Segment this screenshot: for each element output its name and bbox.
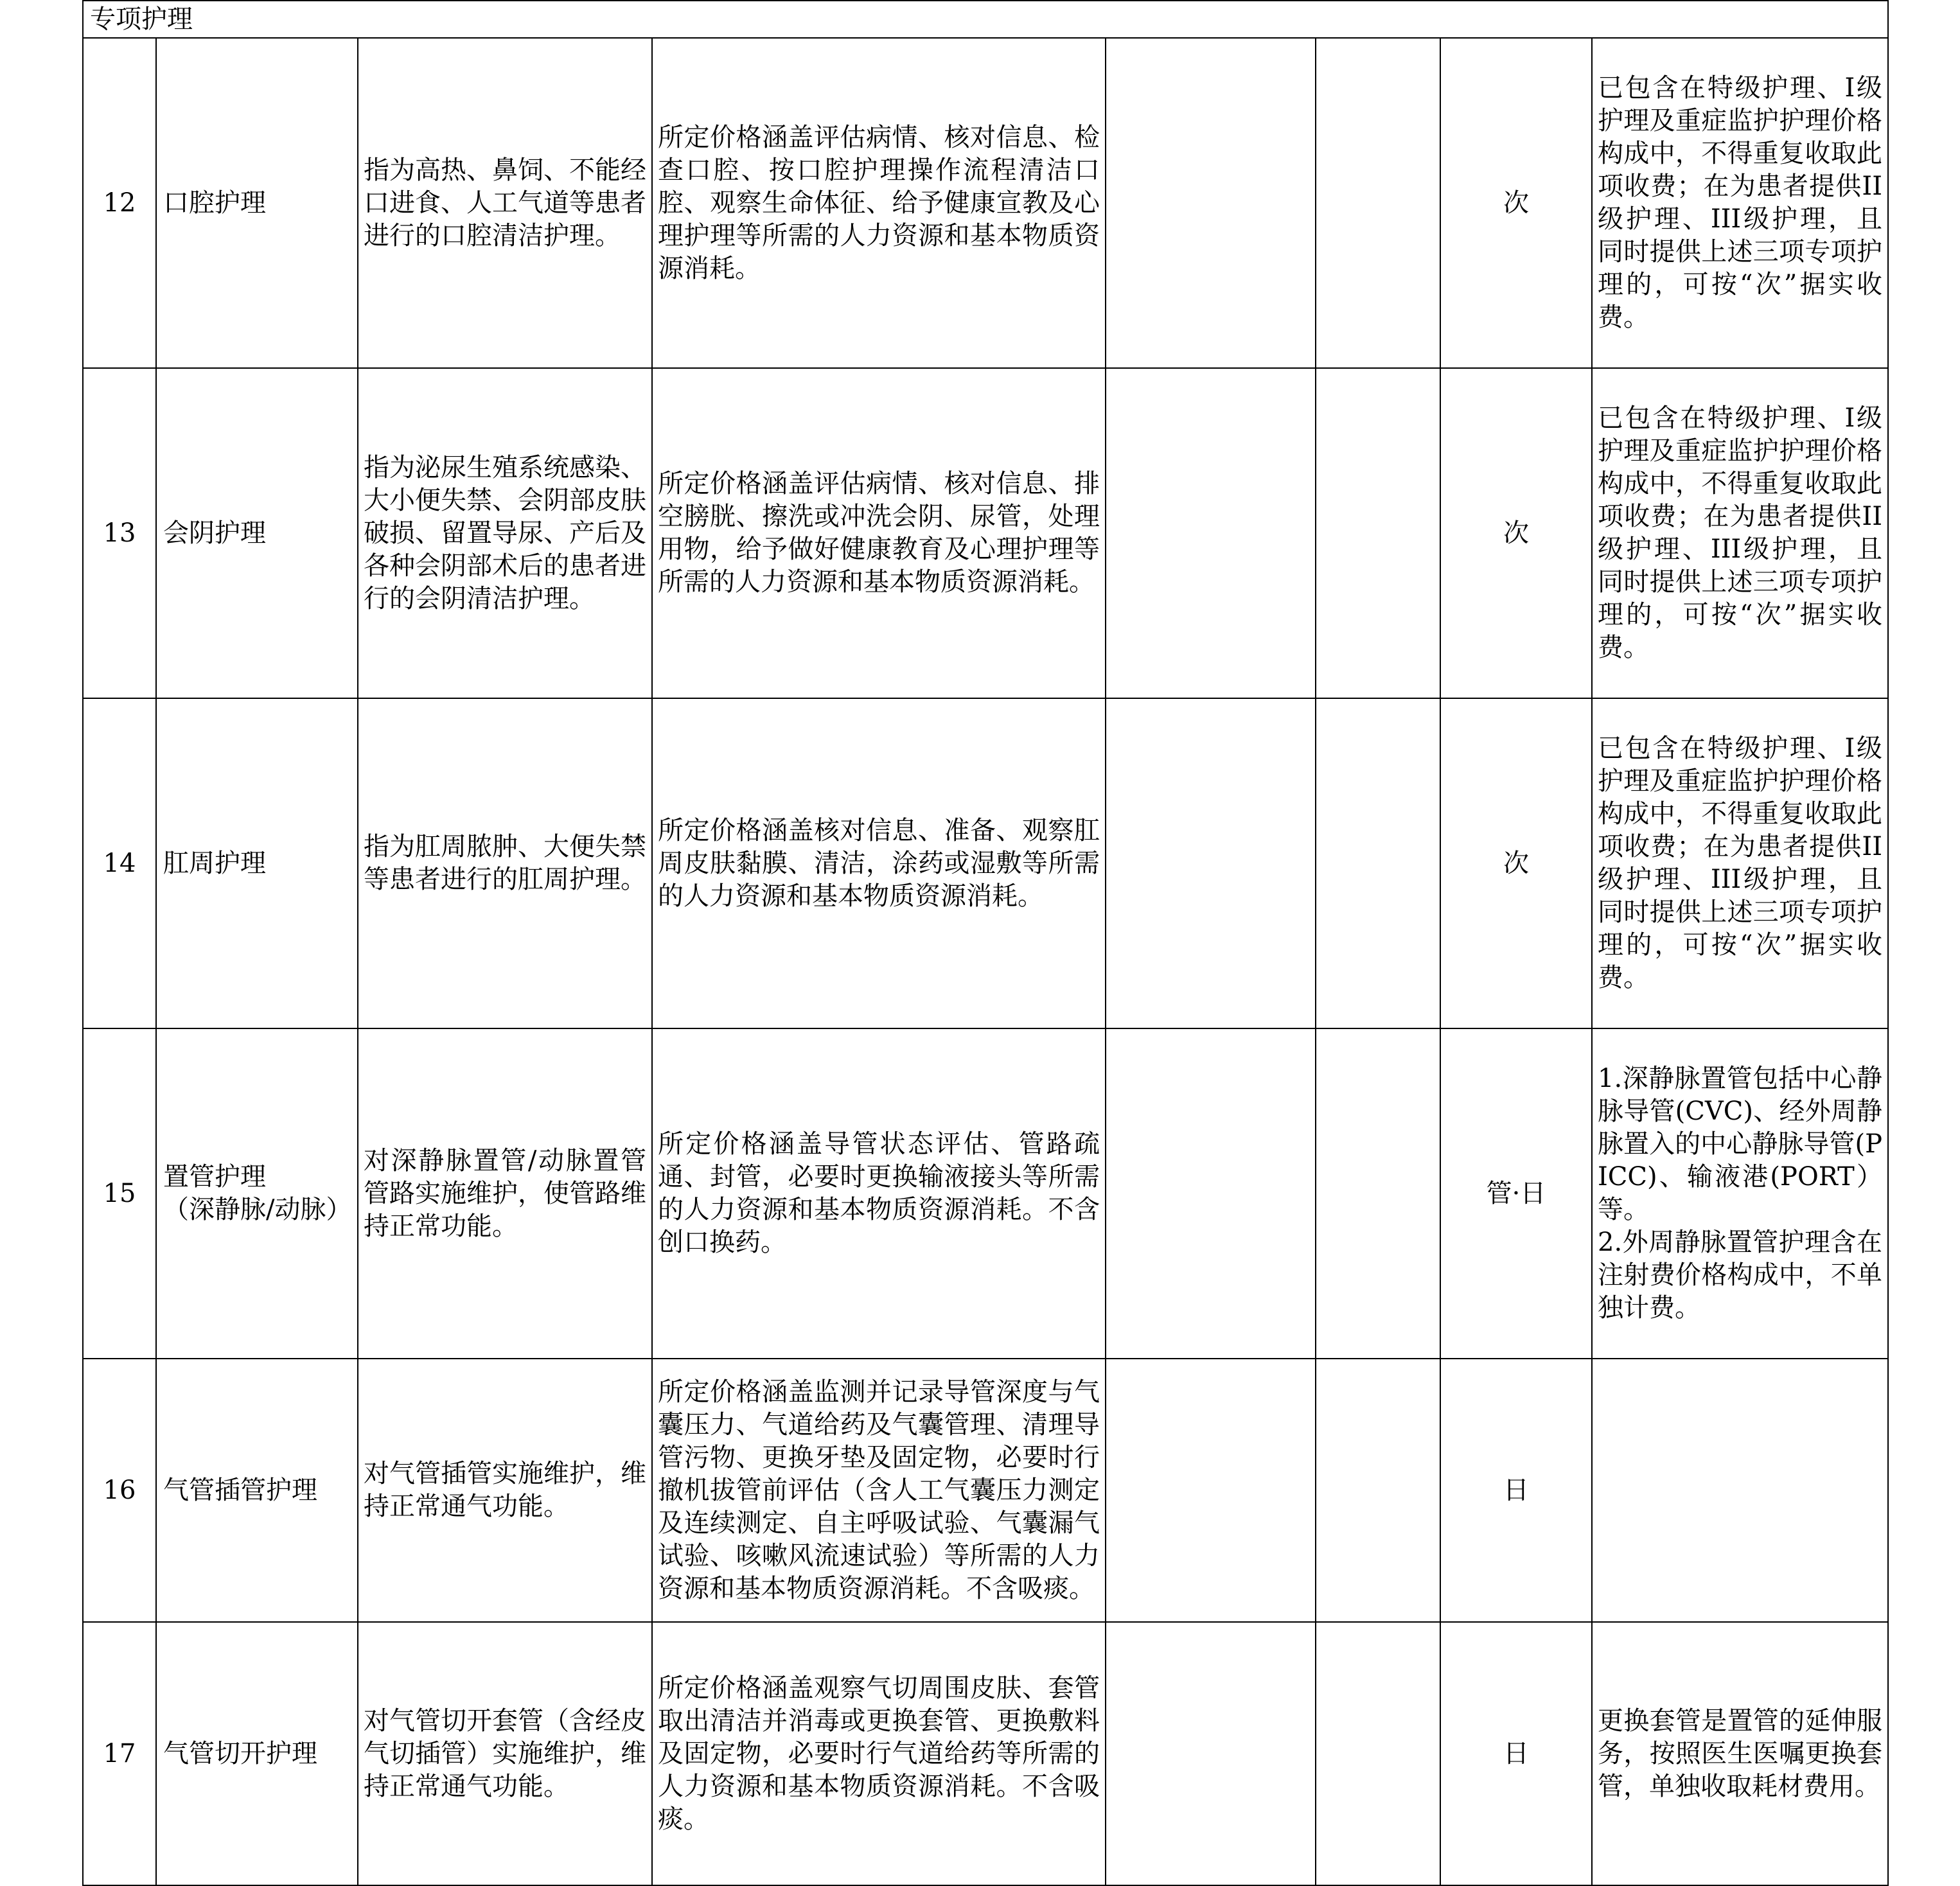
item-connotation: 所定价格涵盖评估病情、核对信息、检查口腔、按口腔护理操作流程清洁口腔、观察生命体征、给予健康宣教及心理护理等所需的人力资源和基本物质资源消耗。 [652, 38, 1106, 368]
table-row [83, 38, 1888, 368]
item-excluded [1106, 38, 1316, 368]
item-number: 12 [83, 38, 156, 368]
item-name-text: 气管切开护理 [163, 1738, 317, 1768]
item-name [156, 1622, 358, 1885]
section-header-row [83, 1, 1888, 38]
item-price [1316, 38, 1440, 368]
item-connotation: 所定价格涵盖评估病情、核对信息、排空膀胱、擦洗或冲洗会阴、尿管，处理用物，给予做好健康教育及心理护理等所需的人力资源和基本物质资源消耗。 [652, 368, 1106, 698]
nursing-price-table [82, 0, 1889, 1886]
item-number: 13 [83, 368, 156, 698]
item-name-text: 口腔护理 [163, 188, 266, 218]
item-name [156, 1359, 358, 1622]
item-excluded [1106, 368, 1316, 698]
item-note: 更换套管是置管的延伸服务，按照医生医嘱更换套管，单独收取耗材费用。 [1592, 1622, 1888, 1885]
item-connotation: 所定价格涵盖观察气切周围皮肤、套管取出清洁并消毒或更换套管、更换敷料及固定物，必要时行气道给药等所需的人力资源和基本物质资源消耗。不含吸痰。 [652, 1622, 1106, 1885]
item-note: 已包含在特级护理、I级护理及重症监护护理价格构成中，不得重复收取此项收费；在为患者提供II级护理、III级护理，且同时提供上述三项专项护理的，可按“次”据实收费。 [1592, 698, 1888, 1028]
item-connotation: 所定价格涵盖导管状态评估、管路疏通、封管，必要时更换输液接头等所需的人力资源和基本物质资源消耗。不含创口换药。 [652, 1028, 1106, 1359]
pricing-table-sheet [82, 0, 1887, 1886]
item-name-text: 置管护理 [163, 1162, 266, 1192]
item-price [1316, 698, 1440, 1028]
table-row [83, 698, 1888, 1028]
item-price [1316, 1028, 1440, 1359]
item-unit: 管·日 [1440, 1028, 1592, 1359]
item-name-text: 会阴护理 [163, 518, 266, 548]
table-row [83, 1622, 1888, 1885]
item-unit: 次 [1440, 698, 1592, 1028]
item-unit: 日 [1440, 1622, 1592, 1885]
item-unit: 次 [1440, 368, 1592, 698]
item-connotation: 所定价格涵盖监测并记录导管深度与气囊压力、气道给药及气囊管理、清理导管污物、更换牙垫及固定物，必要时行撤机拔管前评估（含人工气囊压力测定及连续测定、自主呼吸试验、气囊漏气试验、咳嗽风流速试验）等所需的人力资源和基本物质资源消耗。不含吸痰。 [652, 1359, 1106, 1622]
item-content: 对气管插管实施维护，维持正常通气功能。 [358, 1359, 652, 1622]
item-name [156, 698, 358, 1028]
item-note [1592, 1028, 1888, 1359]
item-note: 已包含在特级护理、I级护理及重症监护护理价格构成中，不得重复收取此项收费；在为患者提供II级护理、III级护理，且同时提供上述三项专项护理的，可按“次”据实收费。 [1592, 368, 1888, 698]
item-content: 指为泌尿生殖系统感染、大小便失禁、会阴部皮肤破损、留置导尿、产后及各种会阴部术后的患者进行的会阴清洁护理。 [358, 368, 652, 698]
item-excluded [1106, 698, 1316, 1028]
item-unit: 次 [1440, 38, 1592, 368]
item-connotation: 所定价格涵盖核对信息、准备、观察肛周皮肤黏膜、清洁，涂药或湿敷等所需的人力资源和基本物质资源消耗。 [652, 698, 1106, 1028]
item-note: 已包含在特级护理、I级护理及重症监护护理价格构成中，不得重复收取此项收费；在为患者提供II级护理、III级护理，且同时提供上述三项专项护理的，可按“次”据实收费。 [1592, 38, 1888, 368]
item-excluded [1106, 1359, 1316, 1622]
item-price [1316, 1622, 1440, 1885]
item-note [1592, 1359, 1888, 1622]
table-row [83, 1028, 1888, 1359]
item-content: 指为肛周脓肿、大便失禁等患者进行的肛周护理。 [358, 698, 652, 1028]
item-note-line: 1.深静脉置管包括中心静脉导管(CVC)、经外周静脉置入的中心静脉导管(PICC)、输液港(PORT）等。 [1598, 1064, 1882, 1224]
item-excluded [1106, 1622, 1316, 1885]
table-row [83, 368, 1888, 698]
item-name-subtext: （深静脉/动脉） [163, 1195, 352, 1224]
item-number: 16 [83, 1359, 156, 1622]
item-price [1316, 368, 1440, 698]
item-name [156, 38, 358, 368]
item-excluded [1106, 1028, 1316, 1359]
item-content: 对气管切开套管（含经皮气切插管）实施维护，维持正常通气功能。 [358, 1622, 652, 1885]
item-name [156, 1028, 358, 1359]
section-title: 专项护理 [83, 1, 1888, 38]
item-unit: 日 [1440, 1359, 1592, 1622]
item-price [1316, 1359, 1440, 1622]
item-number: 14 [83, 698, 156, 1028]
item-name [156, 368, 358, 698]
item-number: 17 [83, 1622, 156, 1885]
item-name-text: 气管插管护理 [163, 1475, 317, 1505]
item-content: 指为高热、鼻饲、不能经口进食、人工气道等患者进行的口腔清洁护理。 [358, 38, 652, 368]
table-row [83, 1359, 1888, 1622]
item-number: 15 [83, 1028, 156, 1359]
item-content: 对深静脉置管/动脉置管管路实施维护，使管路维持正常功能。 [358, 1028, 652, 1359]
item-note-line: 2.外周静脉置管护理含在注射费价格构成中，不单独计费。 [1598, 1228, 1882, 1323]
item-name-text: 肛周护理 [163, 848, 266, 878]
